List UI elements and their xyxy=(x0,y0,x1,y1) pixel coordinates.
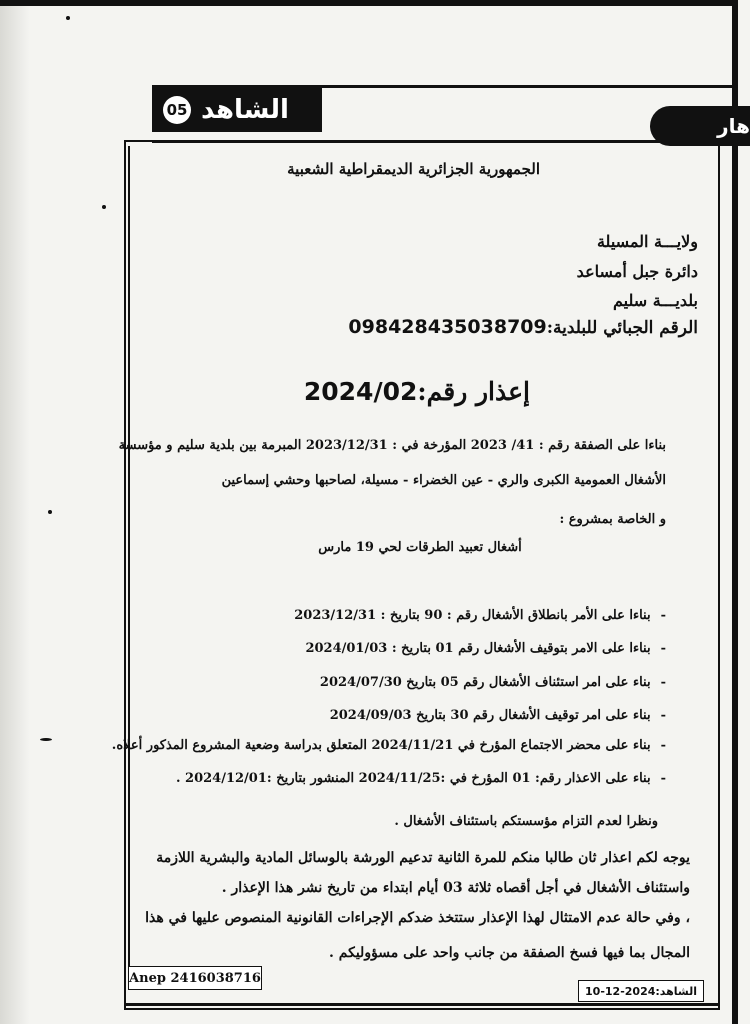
list-item xyxy=(294,608,666,623)
notice-title xyxy=(303,377,530,406)
intro-line-1: بناءا على الصفقة رقم : 41/ 2023 المؤرخة في : 2023/12/31 المبرمة بين بلدية سليم و مؤسسة xyxy=(118,438,666,453)
list-item xyxy=(176,771,666,786)
scan-speck xyxy=(48,510,52,514)
list-item-text: بناء على محضر الاجتماع المؤرخ في 2024/11/21 المتعلق بدراسة وضعية المشروع المذكور أعلاه. xyxy=(111,738,651,753)
page-left-shadow xyxy=(0,0,30,1024)
scan-speck xyxy=(102,205,106,209)
bullet-dash: - xyxy=(660,708,666,723)
body-line-4: المجال بما فيها فسخ الصفقة من جانب واحد على مسؤوليكم . xyxy=(329,945,690,961)
notice-title-number: 2024/02 xyxy=(303,377,418,406)
list-item xyxy=(320,675,666,690)
republic-heading: الجمهورية الجزائرية الديمقراطية الشعبية xyxy=(287,160,540,178)
intro-line-2: الأشغال العمومية الكبرى والري - عين الخضراء - مسيلة، لصاحبها وحشي إسماعين xyxy=(221,473,666,488)
bullet-dash: - xyxy=(660,675,666,690)
list-item-text: بناءا على الامر بتوقيف الأشغال رقم 01 بتاريخ : 2024/01/03 xyxy=(305,641,651,656)
bottom-rule xyxy=(124,1003,720,1006)
list-item-text: بناءا على الأمر بانطلاق الأشغال رقم : 90 بتاريخ : 2023/12/31 xyxy=(294,608,651,623)
notice-title-label: إعذار رقم: xyxy=(417,377,530,406)
section-tab: هار xyxy=(650,106,750,146)
anep-reference: Anep 2416038716 xyxy=(128,966,262,990)
bullet-dash: - xyxy=(660,771,666,786)
scan-speck xyxy=(40,738,52,741)
list-item-text: بناء على امر استئناف الأشغال رقم 05 بتاريخ 2024/07/30 xyxy=(319,675,651,690)
newspaper-brand xyxy=(152,88,322,132)
daira-line: دائرة جبل أمساعد xyxy=(576,262,698,281)
bullet-dash: - xyxy=(660,608,666,623)
body-line-1: يوجه لكم اعذار ثان طالبا منكم للمرة الثانية تدعيم الورشة بالوسائل المادية والبشرية اللازمة xyxy=(156,850,690,866)
tax-id-label: الرقم الجبائي للبلدية: xyxy=(546,318,698,338)
baladia-line: بلديـــة سليم xyxy=(613,291,698,310)
newspaper-name: الشاهد xyxy=(201,95,289,125)
page-number-badge: 05 xyxy=(163,96,191,124)
reason-note: ونظرا لعدم التزام مؤسستكم باستئناف الأشغال . xyxy=(394,814,658,829)
frame-inner-rule xyxy=(128,146,130,984)
tax-id-line xyxy=(348,316,698,338)
tax-id-value: 098428435038709 xyxy=(348,316,547,338)
bullet-dash: - xyxy=(660,738,666,753)
list-item xyxy=(112,738,666,753)
list-item-text: بناء على الاعذار رقم: 01 المؤرخ في :2024/11/25 المنشور بتاريخ :2024/12/01 . xyxy=(175,771,651,786)
page-top-edge xyxy=(0,0,738,6)
list-item xyxy=(330,708,666,723)
page-right-edge xyxy=(732,0,738,1024)
list-item xyxy=(305,641,666,656)
body-line-3: ، وفي حالة عدم الامتثال لهذا الإعذار ستتخذ ضدكم الإجراءات القانونية المنصوص عليها في هذا xyxy=(145,910,690,926)
bullet-dash: - xyxy=(660,641,666,656)
scan-speck xyxy=(66,16,70,20)
intro-line-3: و الخاصة بمشروع : xyxy=(559,512,666,527)
wilaya-line: ولايـــة المسيلة xyxy=(596,232,698,251)
publication-date: الشاهد:2024-12-10 xyxy=(578,980,704,1002)
project-name: أشغال تعبيد الطرقات لحي 19 مارس xyxy=(318,540,522,555)
body-line-2: واستئناف الأشغال في أجل أقصاه ثلاثة 03 أيام ابتداء من تاريخ نشر هذا الإعذار . xyxy=(221,880,690,896)
list-item-text: بناء على امر توقيف الأشغال رقم 30 بتاريخ 2024/09/03 xyxy=(329,708,651,723)
